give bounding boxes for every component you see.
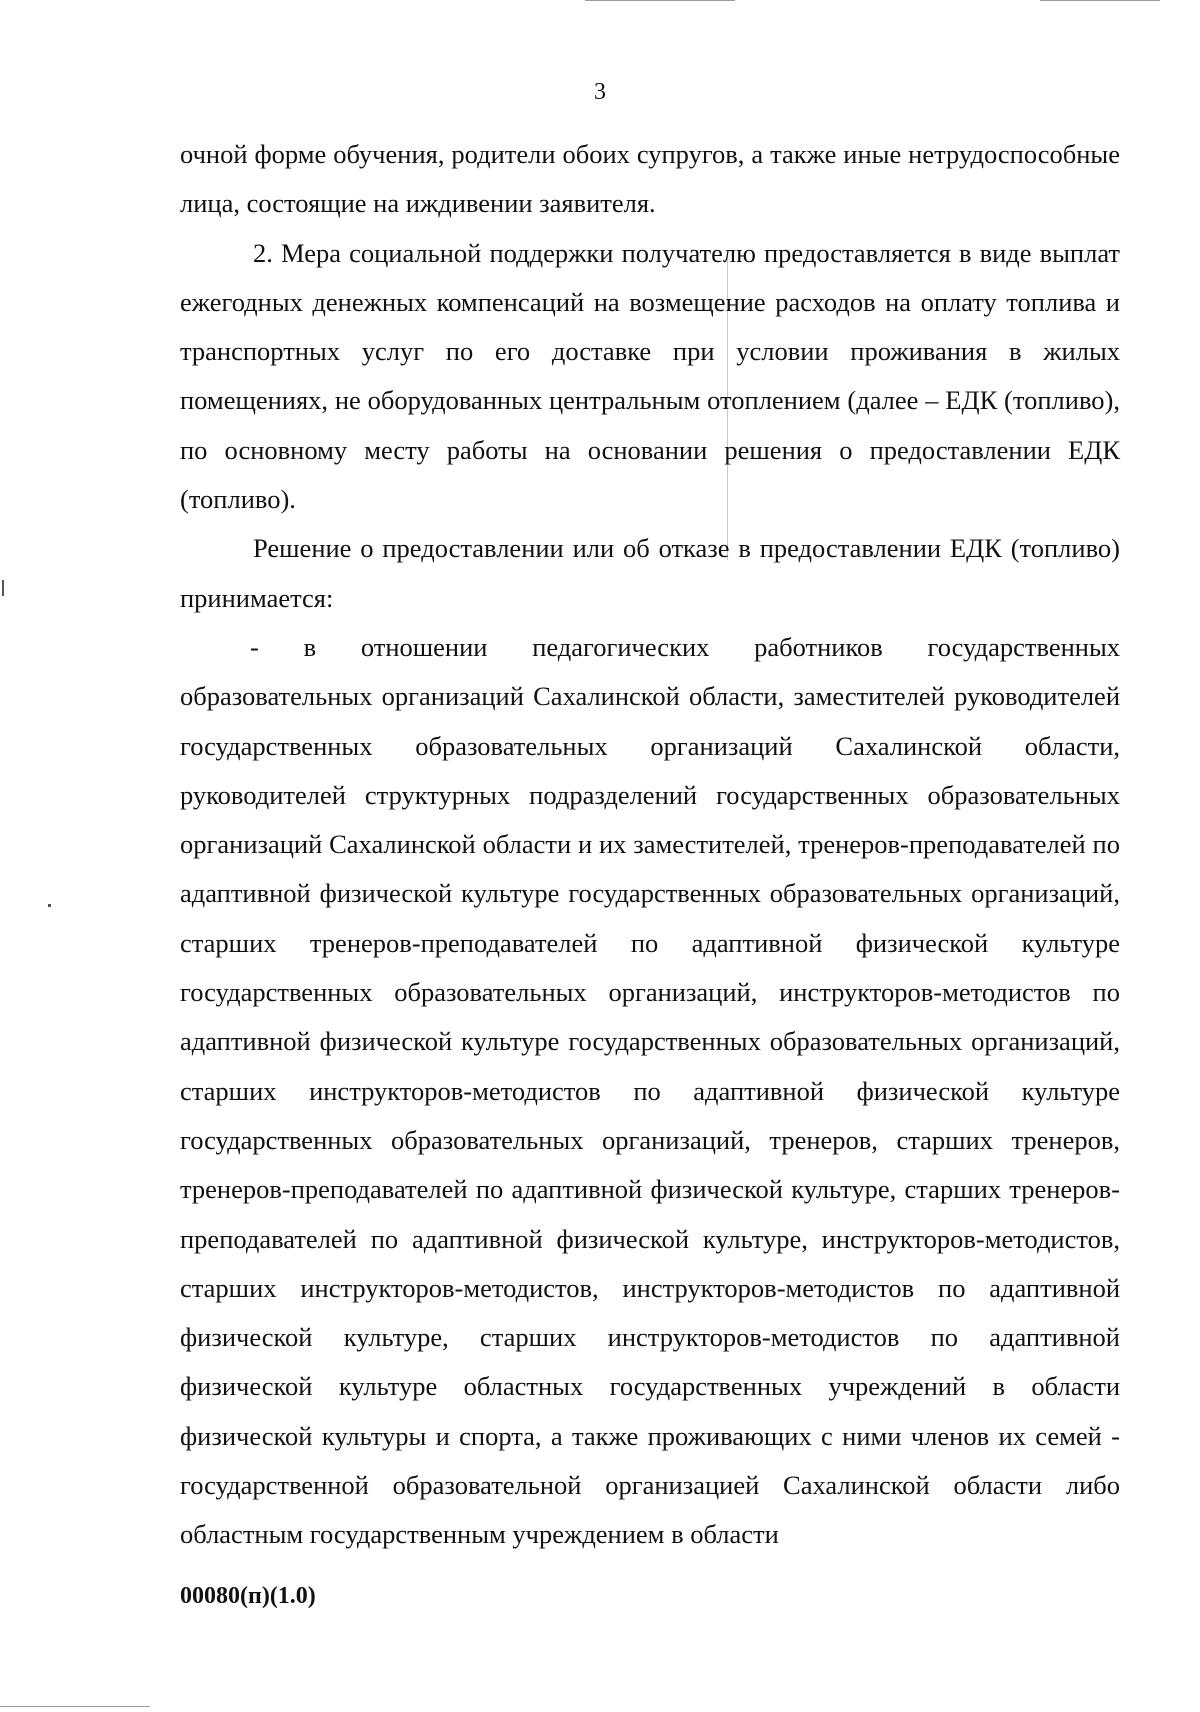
paragraph-bullet-teachers: - в отношении педагогических работников государственных образовательных организаций Сахалинской области, заместителей руководителей государственных образовательных организаций Сахалинской области, руководителей структурных подразделений государственных образовательных организаций Сахалинской области и их заместителей, тренеров-преподавателей по адаптивной физической культуре государственных образовательных организаций, старших тренеров-преподавателей по адаптивной физической культуре государственных образовательных организаций, инструкторов-методистов по адаптивной физической культуре государственных образовательных организаций, старших инструкторов-методистов по адаптивной физической культуре государственных образовательных организаций, тренеров, старших тренеров, тренеров-преподавателей по адаптивной физической культуре, старших тренеров-преподавателей по адаптивной физической культуре, инструкторов-методистов, старших инструкторов-методистов, инструкторов-методистов по адаптивной физической культуре, старших инструкторов-методистов по адаптивной физической культуре областных государственных учреждений в области физической культуры и спорта, а также проживающих с ними членов их семей - государственной образовательной организацией Сахалинской области либо областным государственным учреждением в области [180, 631, 1120, 1550]
paragraph-decision: Решение о предоставлении или об отказе в предоставлении ЕДК (топливо) принимается: [180, 533, 1120, 613]
scan-speck [48, 904, 51, 907]
scan-edge-line [0, 1706, 150, 1707]
document-body [180, 130, 1120, 1560]
document-code: 00080(п)(1.0) [180, 1583, 316, 1609]
scan-edge-line [1040, 0, 1160, 1]
paragraph-continuation: очной форме обучения, родители обоих супругов, а также иные нетрудоспособные лица, состоящие на иждивении заявителя. [180, 139, 1120, 219]
page-number: 3 [594, 79, 606, 105]
scan-edge-line [585, 0, 735, 1]
scan-edge-mark [2, 580, 4, 596]
paragraph-item-2: 2. Мера социальной поддержки получателю предоставляется в виде выплат ежегодных денежных компенсаций на возмещение расходов на оплату топлива и транспортных услуг по его доставке при условии проживания в жилых помещениях, не оборудованных центральным отоплением (далее – ЕДК (топливо), по основному месту работы на основании решения о предоставлении ЕДК (топливо). [180, 237, 1120, 515]
